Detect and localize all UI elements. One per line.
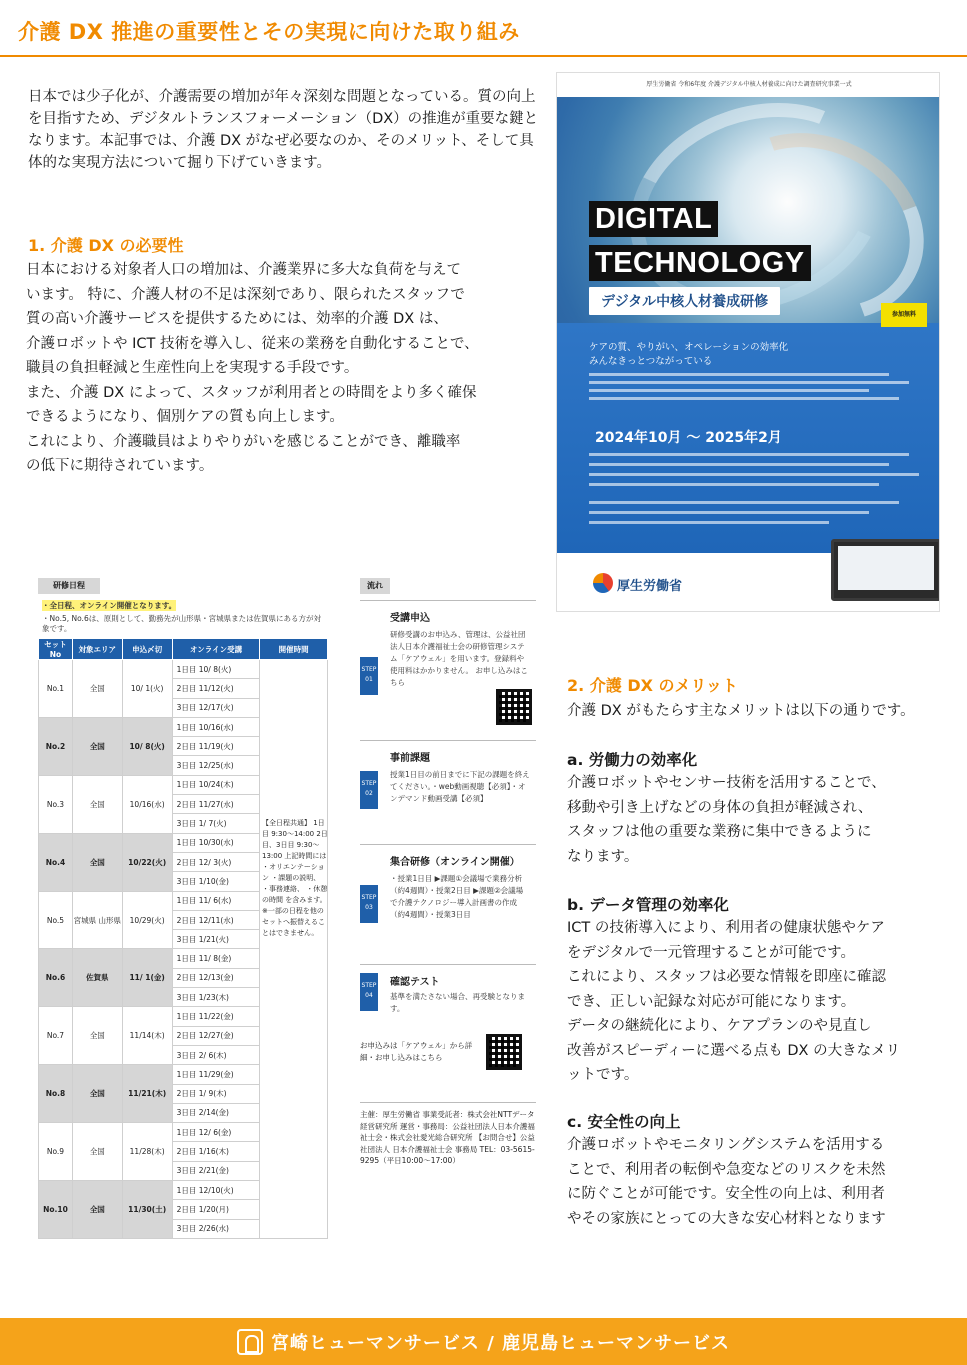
schedule-row: No.10 全国 11/30(土) 1日目 12/10(火)	[39, 1181, 328, 1200]
schedule-row: 3日目 2/21(金)	[39, 1161, 328, 1180]
flyer-ministry-name: 厚生労働省	[617, 579, 683, 594]
schedule-row: 2日目 11/19(火)	[39, 737, 328, 756]
flyer-dates: 2024年10月 ～ 2025年2月	[595, 430, 782, 446]
benefit-a-body: 介護ロボットやセンサー技術を活用することで、 移動や引き上げなどの身体の負担が軽減され、 スタッフは他の重要な業務に集中できるように なります。	[567, 775, 886, 865]
schedule-row: No.7 全国 11/14(木) 1日目 11/22(金)	[39, 1007, 328, 1026]
schedule-row: 3日目 12/17(火)	[39, 698, 328, 717]
schedule-row: No.2 全国 10/ 8(火) 1日目 10/16(水)	[39, 717, 328, 736]
flow-step-2: STEP 02 事前課題 授業1日目の前日までに下記の課題を終えてください。・web動画視聴【必須】・オンデマンド動画受講【必須】	[360, 740, 536, 830]
schedule-row: No.1 全国 10/ 1(火) 1日目 10/ 8(火)	[39, 660, 328, 679]
benefit-b-body: ICT の技術導入により、利用者の健康状態やケア をデジタルで一元管理することが可能です。 これにより、スタッフは必要な情報を即座に確認 でき、正しい記録な対応が可能になります。 データの継続化により、ケアプランのや見直し 改善がスピーディーに選べる点も DX の大きなメリ ットです。	[567, 920, 901, 1083]
schedule-row: No.5 宮城県 山形県 10/29(火) 1日目 11/ 6(水)	[39, 891, 328, 910]
schedule-row: 3日目 1/21(火)	[39, 930, 328, 949]
training-flyer-image	[556, 72, 940, 612]
flyer-free-badge: 参加無料	[881, 303, 927, 327]
flow-step-1: STEP 01 受講申込 研修受講のお申込み、管理は、公益社団法人日本介護福祉士会の研修管理システム「ケアウェル」を用います。登録料や使用料はかかりません。 お申し込みはこちら	[360, 600, 536, 728]
schedule-row: 3日目 1/10(金)	[39, 872, 328, 891]
flow-apply-text: お申込みは「ケアウェル」から詳細・お申し込みはこちら	[360, 1041, 473, 1062]
schedule-row: 3日目 2/26(水)	[39, 1219, 328, 1238]
schedule-row: 2日目 11/27(水)	[39, 795, 328, 814]
schedule-row: No.8 全国 11/21(木) 1日目 11/29(金)	[39, 1065, 328, 1084]
schedule-row: 2日目 11/12(火)	[39, 679, 328, 698]
flow-document-image	[360, 578, 536, 1246]
schedule-tag: 研修日程	[38, 578, 100, 594]
benefit-a-heading: a. 労働力の効率化	[567, 751, 698, 769]
schedule-table: セット No 対象エリア 申込〆切 オンライン受講 開催時間 No.1 全国 10/ 1(火) 1日目 10/ 8(火) 2日目 11/12(火) 3日目 12/17(火) No.2 全国 10/ 8(火) 1日目 10/16(水) 2日目 11/19(火) 3日目 12/25(水) No.3 全国 10/16(水) 1日目 10/24(木) 2日目 11/27(水) 3日目 1/ 7(火) No.4 全国 10/22(火) 1日目 10/30(水) 2日目 12/ 3(火) 3日目 1/10(金) No.5 宮城県 山形県 10/29(火) 1日目 11/ 6(水) 2日目 12/11(水) 3日目 1/21(火) No.6 佐賀県 11/ 1(金) 1日目 11/ 8(金) 2日目 12/13(金) 3日目 1/23(木) No.7 全国 11/14(木) 1日目 11/22(金) 2日目 12/27(金) 3日目 2/ 6(木) No.8 全国 11/21(木) 1日目 11/29(金) 2日目 1/ 9(木) 3日目 2/14(金) No.9 全国 11/28(木) 1日目 12/ 6(金) 2日目 1/16(木) 3日目 2/21(金) No.10 全国 11/30(土) 1日目 12/10(火) 2日目 1/20(月) 3日目 2/26(水)	[38, 638, 328, 1239]
intro-paragraph: 日本では少子化が、介護需要の増加が年々深刻な問題となっている。質の向上を目指すため、デジタルトランスフォーメーション（DX）の推進が重要な鍵となります。本記事では、介護 DX がなぜ必要なのか、そのメリット、そして具体的な実現方法について掘り下げていきます。	[28, 89, 539, 171]
flow-step-4: STEP 04 確認テスト 基準を満たさない場合、再受験となります。	[360, 964, 536, 1010]
section1-body: 日本における対象者人口の増加は、介護業界に多大な負荷を与えて います。 特に、介護人材の不足は深刻であり、限られたスタッフで 質の高い介護サービスを提供するためには、効率的介護 DX は、 介護ロボットや ICT 技術を導入し、従来の業務を自動化することで、 職員の負担軽減と生産性向上を実現する手段です。 また、介護 DX によって、スタッフが利用者との時間をより多く確保 できるようになり、個別ケアの質も向上します。 これにより、介護職員はよりやりがいを感じることができ、離職率 の低下に期待されています。	[26, 262, 479, 474]
schedule-row: No.4 全国 10/22(火) 1日目 10/30(水)	[39, 833, 328, 852]
benefit-b-heading: b. データ管理の効率化	[567, 896, 729, 914]
flyer-tagline-1: ケアの質、やりがい、オペレーションの効率化	[589, 342, 789, 353]
company-logo-icon	[237, 1329, 263, 1355]
schedule-row: No.9 全国 11/28(木) 1日目 12/ 6(金)	[39, 1123, 328, 1142]
flyer-word-technology: TECHNOLOGY	[589, 245, 811, 281]
title-divider	[0, 55, 967, 57]
schedule-row: 2日目 12/11(水)	[39, 910, 328, 929]
schedule-row: 2日目 1/ 9(木)	[39, 1084, 328, 1103]
flow-step-3: STEP 03 集合研修（オンライン開催） ・授業1日目 ▶課題①会議場で業務分析（約4週間）・授業2日目 ▶課題②会議場で介護テクノロジー導入計画書の作成（約4週間）・授業3日目	[360, 844, 536, 952]
schedule-row: 2日目 1/20(月)	[39, 1200, 328, 1219]
schedule-note-1: ・全日程、オンライン開催となります。	[42, 601, 177, 610]
flow-tag: 流れ	[360, 578, 390, 594]
page-title: 介護 DX 推進の重要性とその実現に向けた取り組み	[18, 20, 520, 44]
schedule-document-image	[38, 578, 328, 1246]
schedule-time-notes: 【全日程共通】 1日目 9:30～14:00 2日目、3日目 9:30～13:00 上記時間には ・オリエンテーション ・課題の説明、 ・事務連絡、 ・休憩の時間 を含みます。 ※一部の日程を他のセットへ振替えることはできません。	[262, 819, 328, 937]
benefit-c-body: 介護ロボットやモニタリングシステムを活用する ことで、利用者の転倒や急変などのリスクを未然 に防ぐことが可能です。安全性の向上は、利用者 やその家族にとっての大きな安心材料となります	[567, 1137, 886, 1227]
footer-company-names: 宮崎ヒューマンサービス / 鹿児島ヒューマンサービス	[270, 1332, 731, 1354]
schedule-row: 2日目 1/16(木)	[39, 1142, 328, 1161]
schedule-row: No.3 全国 10/16(水) 1日目 10/24(木)	[39, 775, 328, 794]
footer-bar	[0, 1318, 967, 1365]
benefit-c-heading: c. 安全性の向上	[567, 1113, 681, 1131]
flyer-top-text: 厚生労働省 令和6年度 介護デジタル中核人材養成に向けた調査研究事業一式	[646, 81, 852, 88]
schedule-row: 3日目 1/ 7(火)	[39, 814, 328, 833]
section2-heading: 2. 介護 DX のメリット	[567, 676, 738, 695]
schedule-row: 3日目 1/23(木)	[39, 988, 328, 1007]
schedule-row: No.6 佐賀県 11/ 1(金) 1日目 11/ 8(金)	[39, 949, 328, 968]
qr-code-icon	[496, 689, 532, 725]
schedule-row: 3日目 12/25(水)	[39, 756, 328, 775]
flyer-word-digital: DIGITAL	[589, 201, 718, 237]
schedule-row: 2日目 12/ 3(火)	[39, 852, 328, 871]
flow-contact-info: 主催：厚生労働省 事業受託者：株式会社NTTデータ経営研究所 運営・事務局：公益社団法人日本介護福祉士会・株式会社愛光総合研究所 【お問合せ】公益社団法人 日本介護福祉士会 事務局 TEL：03-5615-9295（平日10:00～17:00）	[360, 1102, 536, 1167]
schedule-row: 3日目 2/14(金)	[39, 1103, 328, 1122]
flyer-tagline-2: みんなきっとつながっている	[589, 356, 713, 367]
schedule-row: 3日目 2/ 6(木)	[39, 1045, 328, 1064]
schedule-row: 2日目 12/13(金)	[39, 968, 328, 987]
flyer-subtitle: デジタル中核人材養成研修	[589, 287, 780, 315]
section2-lead: 介護 DX がもたらす主なメリットは以下の通りです。	[567, 703, 915, 719]
qr-code-icon	[486, 1034, 522, 1070]
section1-heading: 1. 介護 DX の必要性	[28, 236, 184, 255]
ministry-logo-icon	[593, 573, 613, 593]
laptop-icon	[831, 539, 940, 601]
schedule-note-2: ・No.5, No.6は、原則として、勤務先が山形県・宮城県または佐賀県にある方が対象です。	[42, 614, 322, 633]
schedule-row: 2日目 12/27(金)	[39, 1026, 328, 1045]
